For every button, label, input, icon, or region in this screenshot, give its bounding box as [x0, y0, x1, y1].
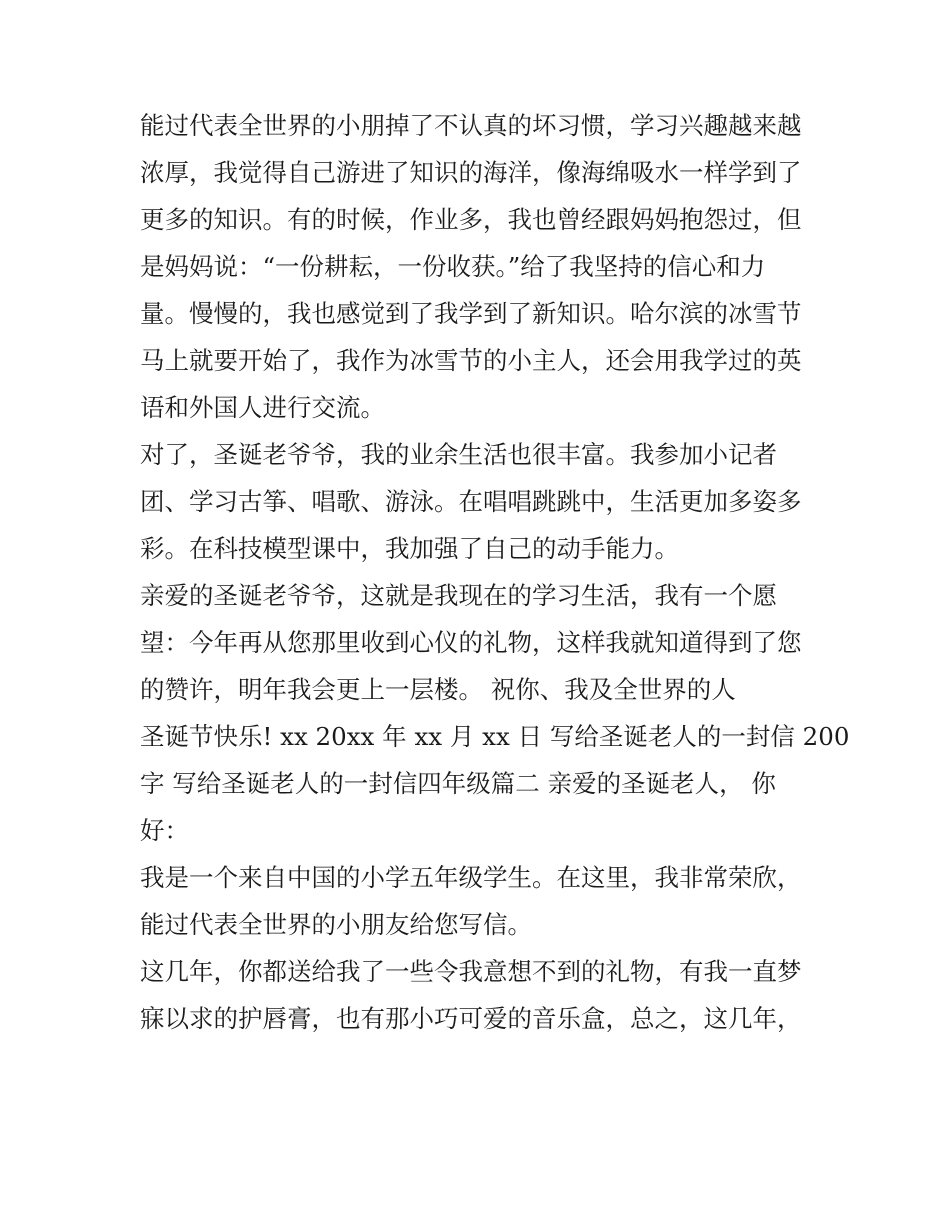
- text-line-20: 寐以求的护唇膏，也有那小巧可爱的音乐盒，总之，这几年，: [140, 1004, 802, 1033]
- text-line-19: 这几年，你都送给我了一些令我意想不到的礼物，有我一直梦: [140, 957, 802, 986]
- text-line-10: 彩。在科技模型课中，我加强了自己的动手能力。: [140, 534, 679, 563]
- text-line-9: 团、学习古筝、唱歌、游泳。在唱唱跳跳中，生活更加多姿多: [140, 487, 802, 516]
- text-line-16: 好：: [140, 816, 189, 845]
- text-line-12: 望：今年再从您那里收到心仪的礼物，这样我就知道得到了您: [140, 628, 802, 657]
- text-line-17: 我是一个来自中国的小学五年级学生。在这里，我非常荣欣，: [140, 863, 802, 892]
- text-line-15: 字 写给圣诞老人的一封信四年级篇二 亲爱的圣诞老人， 你: [140, 769, 776, 798]
- text-line-11: 亲爱的圣诞老爷爷，这就是我现在的学习生活，我有一个愿: [140, 581, 777, 610]
- text-line-7: 语和外国人进行交流。: [140, 393, 385, 422]
- text-line-13: 的赞许，明年我会更上一层楼。 祝你、我及全世界的人: [140, 675, 736, 704]
- text-line-3: 更多的知识。有的时候，作业多，我也曾经跟妈妈抱怨过，但: [140, 205, 802, 234]
- text-line-14: 圣诞节快乐! xx 20xx 年 xx 月 xx 日 写给圣诞老人的一封信 200: [140, 722, 850, 751]
- body-text: [140, 102, 850, 1042]
- text-line-4: 是妈妈说：“一份耕耘，一份收获。”给了我坚持的信心和力: [140, 252, 766, 281]
- text-line-8: 对了，圣诞老爷爷，我的业余生活也很丰富。我参加小记者: [140, 440, 777, 469]
- text-line-18: 能过代表全世界的小朋友给您写信。: [140, 910, 532, 939]
- text-line-2: 浓厚，我觉得自己游进了知识的海洋，像海绵吸水一样学到了: [140, 158, 802, 187]
- text-line-1: 能过代表全世界的小朋掉了不认真的坏习惯，学习兴趣越来越: [140, 111, 802, 140]
- text-line-6: 马上就要开始了，我作为冰雪节的小主人，还会用我学过的英: [140, 346, 802, 375]
- text-line-5: 量。慢慢的，我也感觉到了我学到了新知识。哈尔滨的冰雪节: [140, 299, 802, 328]
